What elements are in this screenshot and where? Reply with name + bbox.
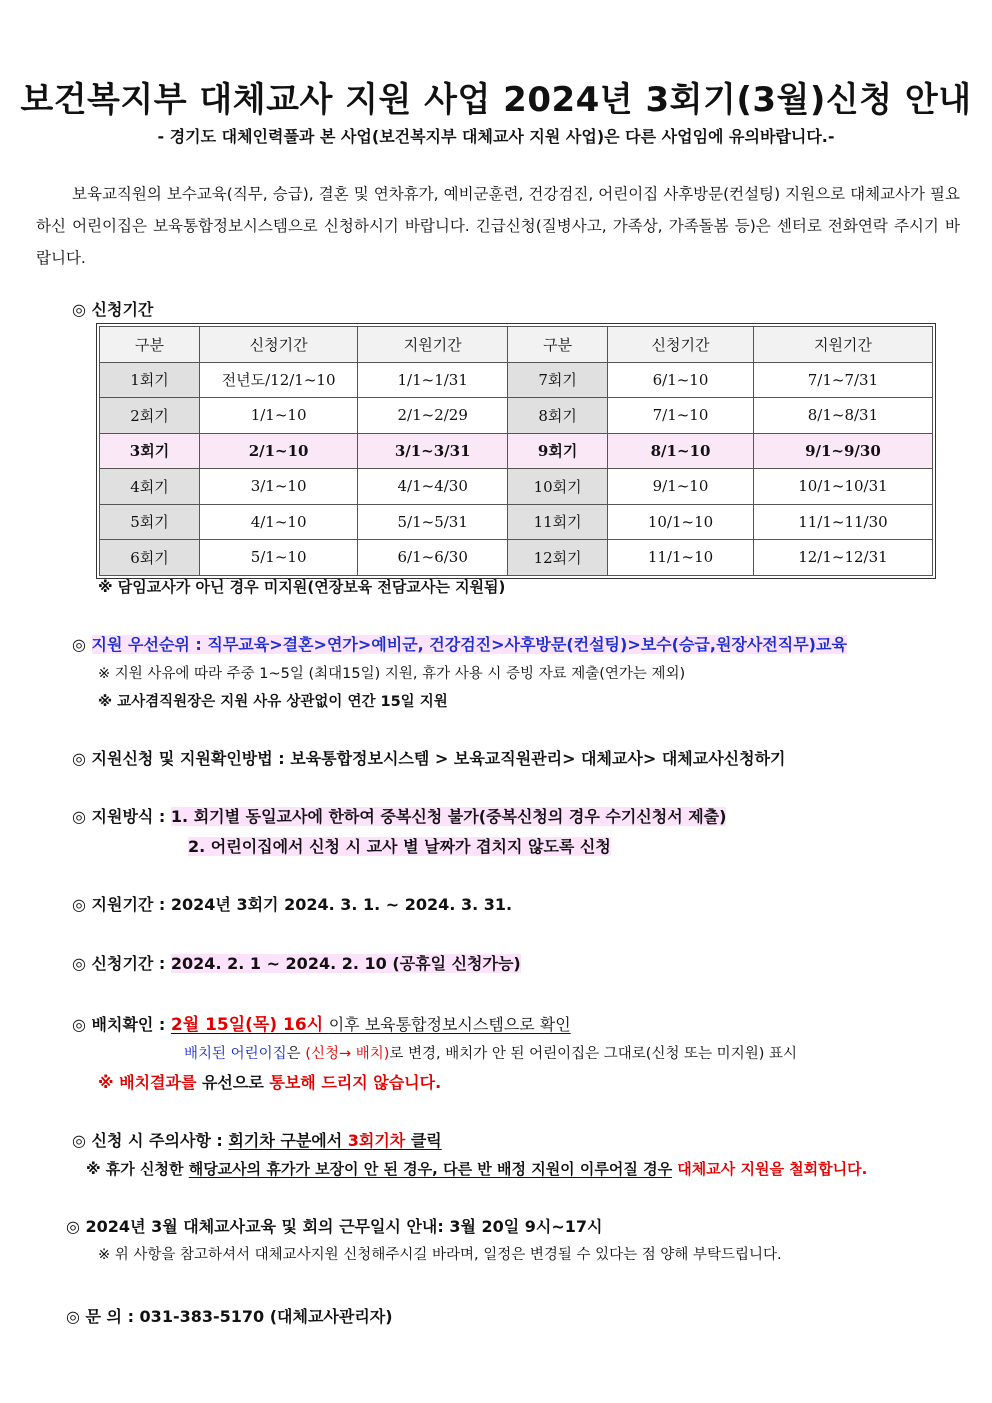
table-cell: 11/1~10: [608, 540, 754, 576]
table-cell: 8회기: [508, 398, 608, 434]
table-cell: 9/1~9/30: [753, 433, 932, 469]
table-cell: 2/1~2/29: [358, 398, 508, 434]
table-header: 신청기간: [199, 327, 357, 363]
table-header: 지원기간: [753, 327, 932, 363]
table-cell: 5회기: [100, 504, 200, 540]
placement-line2-d: 로 변경, 배치가 안 된 어린이집은 그대로(신청 또는 미지원) 표시: [389, 1046, 797, 1062]
schedule-table: [96, 323, 936, 579]
apply-period-line: [72, 951, 521, 974]
table-cell: 8/1~8/31: [753, 398, 932, 434]
table-header: 신청기간: [608, 327, 754, 363]
placement-label: ◎ 배치확인 :: [72, 1015, 166, 1034]
placement-detail: [171, 1015, 571, 1034]
priority-line: [72, 632, 847, 655]
table-row: [100, 398, 933, 434]
priority-note-2: ※ 교사겸직원장은 지원 사유 상관없이 연간 15일 지원: [98, 694, 448, 710]
table-cell: 3회기: [100, 433, 200, 469]
placement-line3-b: 유선으로: [196, 1073, 270, 1092]
table-cell: 10/1~10: [608, 504, 754, 540]
table-cell: 5/1~10: [199, 540, 357, 576]
table-cell: 3/1~10: [199, 469, 357, 505]
support-period-line: ◎ 지원기간 : 2024년 3회기 2024. 3. 1. ~ 2024. 3. 31.: [72, 895, 513, 914]
apply-period-label: ◎ 신청기간 :: [72, 954, 166, 973]
placement-line3-c: 통보해 드리지 않습니다.: [269, 1073, 442, 1092]
support-type-item-2: 2. 어린이집에서 신청 시 교사 별 날짜가 겹치지 않도록 신청: [188, 837, 611, 856]
placement-date: 2월 15일(목) 16시: [170, 1015, 324, 1035]
support-type-line: [72, 804, 726, 827]
table-cell: 1/1~10: [199, 398, 357, 434]
table-cell: 4/1~4/30: [358, 469, 508, 505]
training-line: ◎ 2024년 3월 대체교사교육 및 회의 근무일시 안내: 3월 20일 9시~17시: [66, 1217, 603, 1236]
placement-line2-c: (신청→ 배치): [305, 1046, 390, 1062]
table-row: [100, 469, 933, 505]
table-cell: 4/1~10: [199, 504, 357, 540]
table-cell: 6회기: [100, 540, 200, 576]
table-row: [100, 362, 933, 398]
page-title: 보건복지부 대체교사 지원 사업 2024년 3회기(3월)신청 안내: [20, 80, 972, 120]
placement-line3-a: ※ 배치결과를: [98, 1073, 197, 1092]
table-row: [100, 504, 933, 540]
support-type-item-2-wrap: [188, 834, 611, 857]
table-cell: 7회기: [508, 362, 608, 398]
table-cell: 1회기: [100, 362, 200, 398]
table-cell: 6/1~10: [608, 362, 754, 398]
support-type-item-1: 1. 회기별 동일교사에 한하여 중복신청 불가(중복신청의 경우 수기신청서 제출): [170, 807, 727, 826]
caution-note-b: 해당교사의 휴가가 보장이 안 된 경우, 다른 반 배정 지원이 이루어질 경우: [188, 1160, 673, 1178]
bullet: ◎: [72, 635, 86, 654]
caution-detail: [228, 1131, 441, 1150]
table-cell: 7/1~10: [608, 398, 754, 434]
caution-note-c: 대체교사 지원을 철회합니다.: [672, 1160, 868, 1178]
table-cell: 12/1~12/31: [753, 540, 932, 576]
table-row: [100, 540, 933, 576]
placement-rest: 이후 보육통합정보시스템으로 확인: [328, 1015, 571, 1034]
method-line: ◎ 지원신청 및 지원확인방법 : 보육통합정보시스템 > 보육교직원관리> 대체교사> 대체교사신청하기: [72, 749, 786, 768]
placement-line: [72, 1010, 571, 1035]
table-note: ※ 담임교사가 아닌 경우 미지원(연장보육 전담교사는 지원됨): [98, 578, 506, 596]
placement-line2-b: 은: [286, 1046, 306, 1062]
training-note: ※ 위 사항을 참고하셔서 대체교사지원 신청해주시길 바라며, 일정은 변경될 수 있다는 점 양해 부탁드립니다.: [98, 1247, 782, 1263]
intro-paragraph: 보육교직원의 보수교육(직무, 승급), 결혼 및 연차휴가, 예비군훈련, 건강검진, 어린이집 사후방문(컨설팅) 지원으로 대체교사가 필요하신 어린이집은 보육통합정보시스템으로 신청하시기 바랍니다. 긴급신청(질병사고, 가족상, 가족돌봄 등)은 센터로 전화연락 주시기 바랍니다.: [36, 185, 960, 267]
table-cell: 8/1~10: [608, 433, 754, 469]
placement-line-2: [184, 1042, 797, 1063]
priority-note-1: ※ 지원 사유에 따라 주중 1~5일 (최대15일) 지원, 휴가 사용 시 증빙 자료 제출(연가는 제외): [98, 666, 686, 682]
table-cell: 3/1~3/31: [358, 433, 508, 469]
table-header-row: [100, 327, 933, 363]
page-subtitle: - 경기도 대체인력풀과 본 사업(보건복지부 대체교사 지원 사업)은 다른 사업임에 유의바랍니다.-: [157, 127, 835, 146]
table-cell: 10회기: [508, 469, 608, 505]
table-cell: 2회기: [100, 398, 200, 434]
table-cell: 12회기: [508, 540, 608, 576]
table-cell: 6/1~6/30: [358, 540, 508, 576]
caution-note: [86, 1158, 867, 1179]
table-row: [100, 433, 933, 469]
table-cell: 2/1~10: [199, 433, 357, 469]
table-cell: 5/1~5/31: [358, 504, 508, 540]
table-cell: 7/1~7/31: [753, 362, 932, 398]
table-cell: 4회기: [100, 469, 200, 505]
period-heading: ◎ 신청기간: [72, 300, 154, 319]
table-header: 구분: [100, 327, 200, 363]
placement-line-3: [98, 1070, 441, 1093]
priority-text: 지원 우선순위 : 직무교육>결혼>연가>예비군, 건강검진>사후방문(컨설팅)>보수(승급,원장사전직무)교육: [91, 635, 847, 654]
table-header: 구분: [508, 327, 608, 363]
caution-note-a: ※ 휴가 신청한: [86, 1160, 189, 1178]
table-cell: 9회기: [508, 433, 608, 469]
caution-label: ◎ 신청 시 주의사항 :: [72, 1131, 223, 1150]
table-cell: 10/1~10/31: [753, 469, 932, 505]
caution-a: 회기차 구분에서: [228, 1131, 348, 1150]
apply-period-value: 2024. 2. 1 ~ 2024. 2. 10 (공휴일 신청가능): [170, 954, 521, 973]
table-cell: 11/1~11/30: [753, 504, 932, 540]
caution-line: [72, 1128, 442, 1151]
table-header: 지원기간: [358, 327, 508, 363]
contact-line: ◎ 문 의 : 031-383-5170 (대체교사관리자): [66, 1307, 393, 1326]
table-cell: 1/1~1/31: [358, 362, 508, 398]
caution-b: 3회기차: [347, 1131, 406, 1150]
table-cell: 9/1~10: [608, 469, 754, 505]
table-cell: 11회기: [508, 504, 608, 540]
support-type-label: ◎ 지원방식 :: [72, 807, 166, 826]
table-cell: 전년도/12/1~10: [199, 362, 357, 398]
placement-line2-a: 배치된 어린이집: [184, 1046, 287, 1062]
caution-c: 클릭: [405, 1131, 442, 1150]
